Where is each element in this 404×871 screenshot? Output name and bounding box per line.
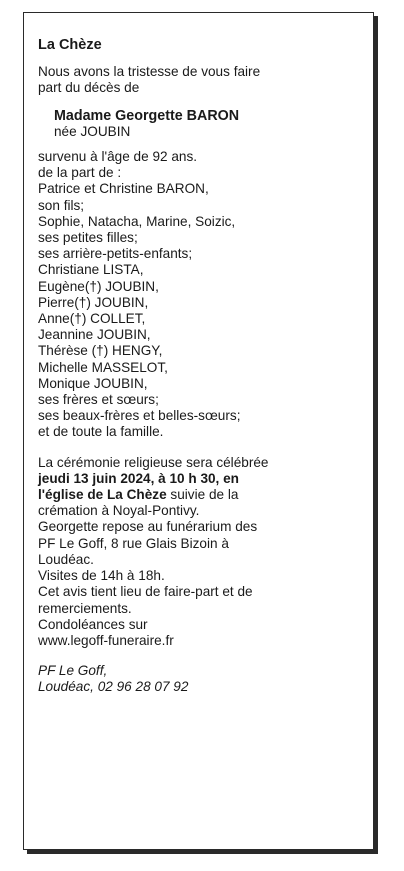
family-line: Thérèse (†) HENGY, xyxy=(38,343,163,359)
family-line: de la part de : xyxy=(38,165,122,181)
ceremony-line: Cet avis tient lieu de faire-part et de xyxy=(38,584,253,600)
ceremony-line: Visites de 14h à 18h. xyxy=(38,568,165,584)
family-line: Monique JOUBIN, xyxy=(38,375,148,391)
ceremony-line xyxy=(38,471,358,487)
family-line: ses petites filles; xyxy=(38,230,138,246)
ceremony-line: La cérémonie religieuse sera célébrée xyxy=(38,454,269,470)
family-list xyxy=(38,149,358,441)
ceremony-line: Georgette repose au funérarium des xyxy=(38,519,258,535)
ceremony-line: crémation à Noyal-Pontivy. xyxy=(38,503,200,519)
family-line: Anne(†) COLLET, xyxy=(38,311,146,327)
family-line: et de toute la famille. xyxy=(38,424,164,440)
family-line: Pierre(†) JOUBIN, xyxy=(38,294,149,310)
family-line: ses arrière-petits-enfants; xyxy=(38,246,193,262)
obituary-content xyxy=(38,37,358,696)
signature-phone: Loudéac, 02 96 28 07 92 xyxy=(38,679,189,695)
deceased-maiden-name: née JOUBIN xyxy=(54,123,131,139)
family-line: Jeannine JOUBIN, xyxy=(38,327,151,343)
family-line: son fils; xyxy=(38,197,85,213)
intro-text xyxy=(38,64,358,96)
funeral-home-signature xyxy=(38,663,358,695)
family-line: ses beaux-frères et belles-sœurs; xyxy=(38,408,241,424)
website-link[interactable]: www.legoff-funeraire.fr xyxy=(38,632,174,648)
deceased-name: Madame Georgette BARON xyxy=(54,107,240,124)
intro-line: Nous avons la tristesse de vous faire xyxy=(38,64,261,80)
family-line: Patrice et Christine BARON, xyxy=(38,181,209,197)
ceremony-place: l'église de La Chèze xyxy=(38,487,167,503)
ceremony-line: remerciements. xyxy=(38,600,132,616)
ceremony-line: Loudéac. xyxy=(38,551,94,567)
family-line: ses frères et sœurs; xyxy=(38,392,159,408)
deceased-block xyxy=(54,108,358,140)
ceremony-details xyxy=(38,455,358,649)
ceremony-line xyxy=(38,487,358,503)
ceremony-line: Condoléances sur xyxy=(38,616,148,632)
family-line: Eugène(†) JOUBIN, xyxy=(38,278,159,294)
ceremony-date: jeudi 13 juin 2024, à 10 h 30, en xyxy=(38,470,239,486)
family-line: survenu à l'âge de 92 ans. xyxy=(38,149,198,165)
family-line: Sophie, Natacha, Marine, Soizic, xyxy=(38,213,236,229)
signature-line: PF Le Goff, xyxy=(38,663,108,679)
intro-line: part du décès de xyxy=(38,80,140,96)
family-line: Michelle MASSELOT, xyxy=(38,359,168,375)
ceremony-line-rest: suivie de la xyxy=(166,487,239,503)
family-line: Christiane LISTA, xyxy=(38,262,144,278)
town-title: La Chèze xyxy=(38,37,102,53)
ceremony-line: PF Le Goff, 8 rue Glais Bizoin à xyxy=(38,535,229,551)
